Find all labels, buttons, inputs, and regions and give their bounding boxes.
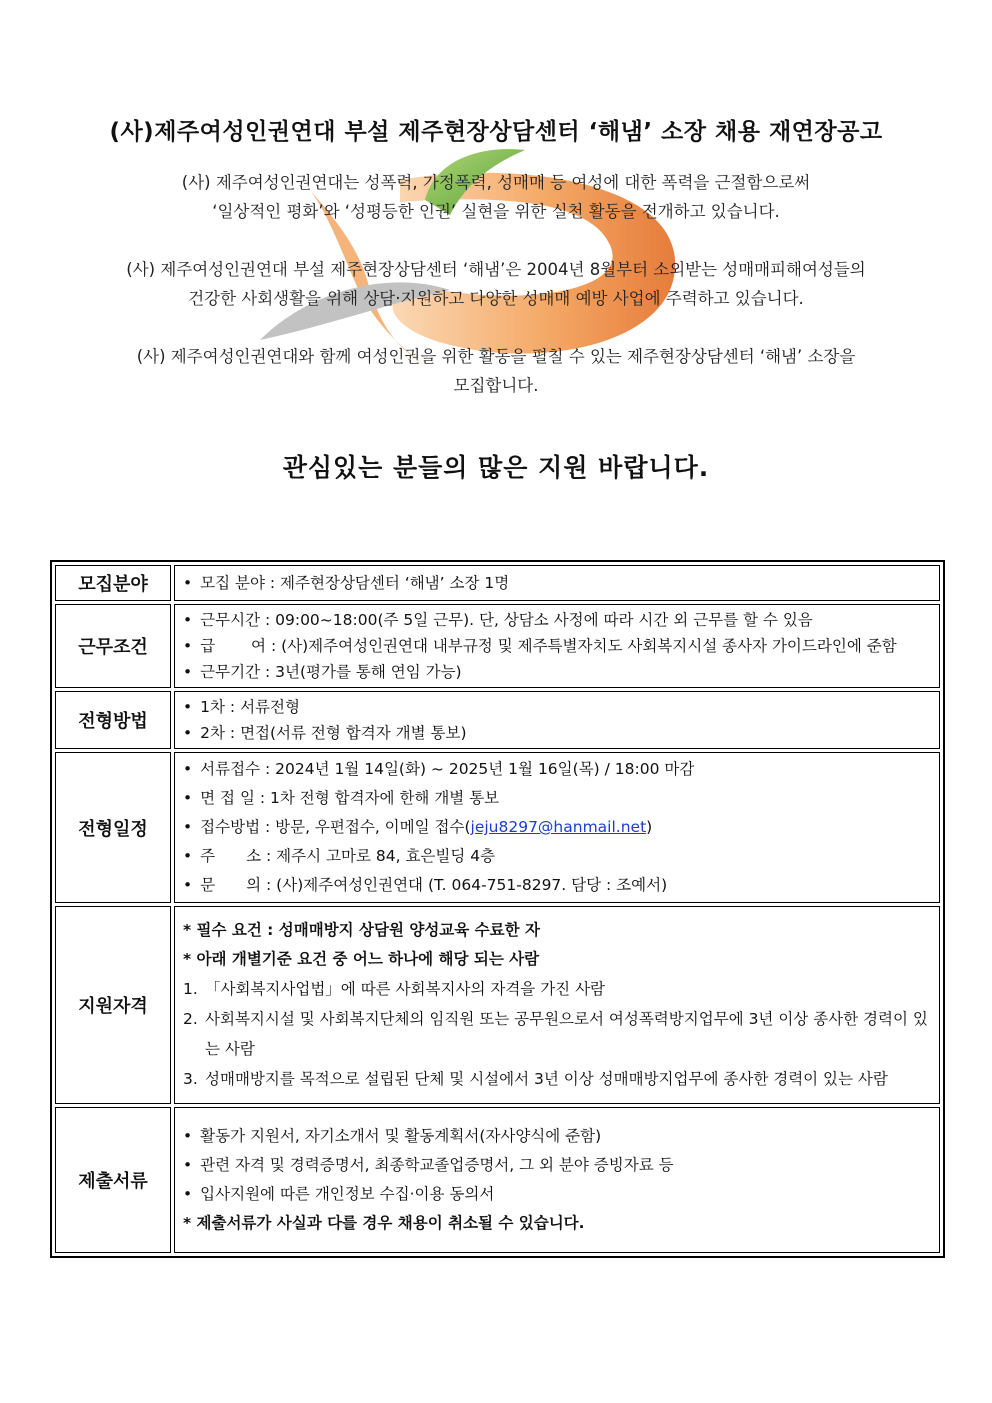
- row-content-method: [174, 691, 940, 749]
- list-item: • 주 소 : 제주시 고마로 84, 효은빌딩 4층: [183, 842, 933, 871]
- list-item: • 면 접 일 : 1차 전형 합격자에 한해 개별 통보: [183, 784, 933, 813]
- list-item: • 입사지원에 따른 개인정보 수집·이용 동의서: [183, 1180, 933, 1209]
- recruitment-info-table: [50, 560, 945, 1258]
- list-item: • 관련 자격 및 경력증명서, 최종학교졸업증명서, 그 외 분야 증빙자료 등: [183, 1151, 933, 1180]
- row-label-conditions: 근무조건: [55, 604, 171, 688]
- table-row-conditions: [55, 604, 940, 688]
- row-label-qualification: 지원자격: [55, 906, 171, 1104]
- submission-method-text: 접수방법 : 방문, 우편접수, 이메일 접수(: [200, 818, 471, 836]
- any-condition: * 아래 개별기준 요건 중 어느 하나에 해당 되는 사람: [183, 950, 540, 968]
- row-label-documents: 제출서류: [55, 1107, 171, 1253]
- table-row-recruit: [55, 565, 940, 601]
- row-content-conditions: [174, 604, 940, 688]
- list-item: • 근무시간 : 09:00~18:00(주 5일 근무). 단, 상담소 사정에 따라 시간 외 근무를 할 수 있음: [183, 607, 933, 633]
- qualification-item: [183, 1004, 933, 1064]
- appeal-heading: 관심있는 분들의 많은 지원 바랍니다.: [282, 453, 710, 482]
- item-text: 성매매방지를 목적으로 설립된 단체 및 시설에서 3년 이상 성매매방지업무에 종사한 경력이 있는 사람: [205, 1070, 888, 1088]
- intro-text: 모집합니다.: [453, 376, 539, 395]
- list-item: • 2차 : 면접(서류 전형 합격자 개별 통보): [183, 720, 933, 746]
- intro-paragraph-3: [60, 342, 932, 400]
- list-item: [183, 813, 933, 842]
- intro-text: (사) 제주여성인권연대는 성폭력, 가정폭력, 성매매 등 여성에 대한 폭력을 근절함으로써: [181, 173, 811, 192]
- qualification-item: [183, 1064, 933, 1094]
- list-item: • 급 여 : (사)제주여성인권연대 내부규정 및 제주특별자치도 사회복지시설 종사자 가이드라인에 준함: [183, 633, 933, 659]
- table-row-method: [55, 691, 940, 749]
- intro-text: ‘일상적인 평화’와 ‘성평등한 인권’ 실현을 위한 실천 활동을 전개하고 있습니다.: [212, 202, 780, 221]
- table-row-documents: [55, 1107, 940, 1253]
- table-row-schedule: [55, 752, 940, 903]
- documents-note: * 제출서류가 사실과 다를 경우 채용이 취소될 수 있습니다.: [183, 1214, 585, 1232]
- row-content-schedule: [174, 752, 940, 903]
- intro-paragraph-2: [60, 255, 932, 313]
- row-content-recruit: [174, 565, 940, 601]
- item-text: 「사회복지사업법」에 따른 사회복지사의 자격을 가진 사람: [205, 980, 606, 998]
- list-item: • 문 의 : (사)제주여성인권연대 (T. 064-751-8297. 담당 : 조예서): [183, 871, 933, 900]
- row-content-qualification: [174, 906, 940, 1104]
- qualification-item: [183, 974, 933, 1004]
- list-item: • 근무기간 : 3년(평가를 통해 연임 가능): [183, 659, 933, 685]
- list-item: • 활동가 지원서, 자기소개서 및 활동계획서(자사양식에 준함): [183, 1122, 933, 1151]
- item-number: 1.: [183, 980, 198, 998]
- required-condition: * 필수 요건 : 성매매방지 상담원 양성교육 수료한 자: [183, 921, 540, 939]
- submission-method-suffix: ): [646, 818, 653, 836]
- row-label-method: 전형방법: [55, 691, 171, 749]
- item-text: 사회복지시설 및 사회복지단체의 임직원 또는 공무원으로서 여성폭력방지업무에 3년 이상 종사한 경력이 있는 사람: [205, 1010, 928, 1058]
- intro-text: (사) 제주여성인권연대 부설 제주현장상담센터 ‘해냄’은 2004년 8월부터 소외받는 성매매피해여성들의: [126, 260, 866, 279]
- table-row-qualification: [55, 906, 940, 1104]
- intro-text: 건강한 사회생활을 위해 상담·지원하고 다양한 성매매 예방 사업에 주력하고 있습니다.: [188, 289, 804, 308]
- row-label-schedule: 전형일정: [55, 752, 171, 903]
- item-number: 3.: [183, 1070, 198, 1088]
- list-item: • 모집 분야 : 제주현장상담센터 ‘해냄’ 소장 1명: [183, 569, 933, 598]
- page-title: (사)제주여성인권연대 부설 제주현장상담센터 ‘해냄’ 소장 채용 재연장공고: [109, 119, 883, 145]
- list-item: • 서류접수 : 2024년 1월 14일(화) ~ 2025년 1월 16일(목) / 18:00 마감: [183, 755, 933, 784]
- email-link[interactable]: jeju8297@hanmail.net: [470, 818, 647, 836]
- intro-text: (사) 제주여성인권연대와 함께 여성인권을 위한 활동을 펼칠 수 있는 제주현장상담센터 ‘해냄’ 소장을: [136, 347, 856, 366]
- item-number: 2.: [183, 1010, 198, 1028]
- list-item: • 1차 : 서류전형: [183, 694, 933, 720]
- row-label-recruit: 모집분야: [55, 565, 171, 601]
- row-content-documents: [174, 1107, 940, 1253]
- intro-paragraph-1: [60, 168, 932, 226]
